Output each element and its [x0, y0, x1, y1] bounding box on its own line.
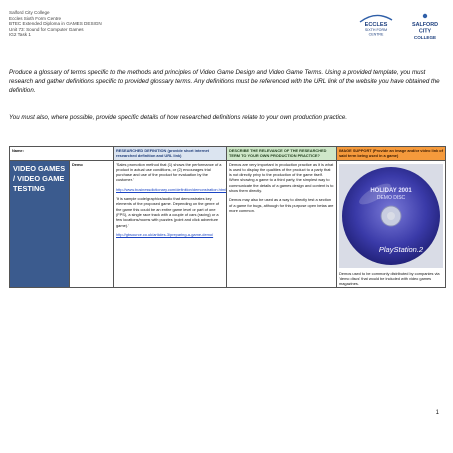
- header-line: Eccles Sixth Form Centre: [9, 15, 62, 21]
- intro-paragraph: Produce a glossary of terms specific to the methods and principles of Video Game Design and Video Game Terms. Using a provided template, you must research and gather definitions specific to provided glossary terms. Any definitions must be referenced with the URL link of the website you have obtained the definition.: [9, 69, 440, 94]
- logo-text: CITY: [418, 28, 432, 35]
- disc-label: HOLIDAY 2001: [370, 187, 412, 194]
- relevance-text: Demos are very important in production practice as it is what is used to display the qualities of the product to a party that is not directly privy to the production of the game itself. When showing a game to a third party, the simplest way to communicate the details of a games design and content is to show them directly.: [229, 161, 334, 194]
- category-cell: VIDEO GAMES / VIDEO GAME TESTING: [10, 160, 70, 288]
- table-header-row: [10, 147, 446, 161]
- image-caption: Demos used to be commonly distributed by companies via 'demo discs' that would be included with video games magazines.: [339, 270, 440, 287]
- column-header-image-support: IMAGE SUPPORT (Provide an image and/or video link of said term being used in a game): [337, 147, 446, 161]
- header-line: BTEC Extended Diploma in GAMES DESIGN: [9, 21, 102, 27]
- logo-text: SALFORD: [411, 22, 439, 28]
- header-line: Unit 73: Sound for Computer Games: [9, 26, 84, 32]
- table-row: [10, 160, 446, 288]
- glossary-table: [9, 146, 446, 288]
- image-support-cell: [337, 160, 446, 288]
- definition-text: 'It is sample code/graphics/audio that demonstrates key elements of the proposed game. Depending on the genre of the game this could be an entire game level or part of one (FPS), a single race track with a couple of cars (racing) or a few locations/rooms with puzzles (point and click adventure game).': [116, 196, 219, 228]
- definition-text: 'Sales promotion method that (1) shows the performance of a product in actual use conditions, or (2) encourages trial purchase and use of the product for evaluation by the customer.': [116, 161, 222, 183]
- definition-cell: [114, 160, 227, 288]
- logo-text: CENTRE: [368, 32, 384, 37]
- logo-text: COLLEGE: [413, 35, 437, 40]
- column-header-researched-definition: RESEARCHED DEFINITION (provide short internet researched definition and URL link): [114, 147, 227, 161]
- salford-city-college-logo: [404, 12, 446, 42]
- relevance-cell: [227, 160, 337, 288]
- name-label: Name:: [10, 147, 114, 161]
- demo-disc-image: [339, 164, 443, 268]
- intro-paragraph: You must also, where possible, provide specific details of how researched definitions relate to your own production practice.: [9, 114, 348, 121]
- playstation-logo-text: PlayStation.2: [378, 244, 424, 254]
- reference-link[interactable]: http://www.businessdictionary.com/definition/demonstration.html: [116, 186, 226, 192]
- disc-label: DEMO DISC: [376, 194, 406, 201]
- header-line: IG2 Task 1: [9, 32, 31, 38]
- document-header: [9, 10, 102, 38]
- column-header-relevance: DESCRIBE THE RELEVANCE OF THE RESEARCHED TERM TO YOUR OWN PRODUCTION PRACTICE?: [227, 147, 337, 161]
- relevance-text: Demos may also be used as a way to directly test a section of a game for bugs, although for this purpose open betas are more common.: [229, 197, 334, 213]
- page-number: 1: [435, 410, 439, 416]
- header-line: Salford City College: [9, 10, 50, 15]
- logo-text: ECCLES: [364, 22, 388, 28]
- term-cell: Demo: [70, 160, 114, 288]
- eccles-sixth-form-logo: [356, 12, 396, 38]
- demo-disc-icon: [339, 164, 443, 268]
- logo-text: SIXTH FORM: [364, 28, 388, 32]
- reference-link[interactable]: http://gbsource.co.uk/articles-3/preparing-a-game-demo/: [116, 231, 214, 237]
